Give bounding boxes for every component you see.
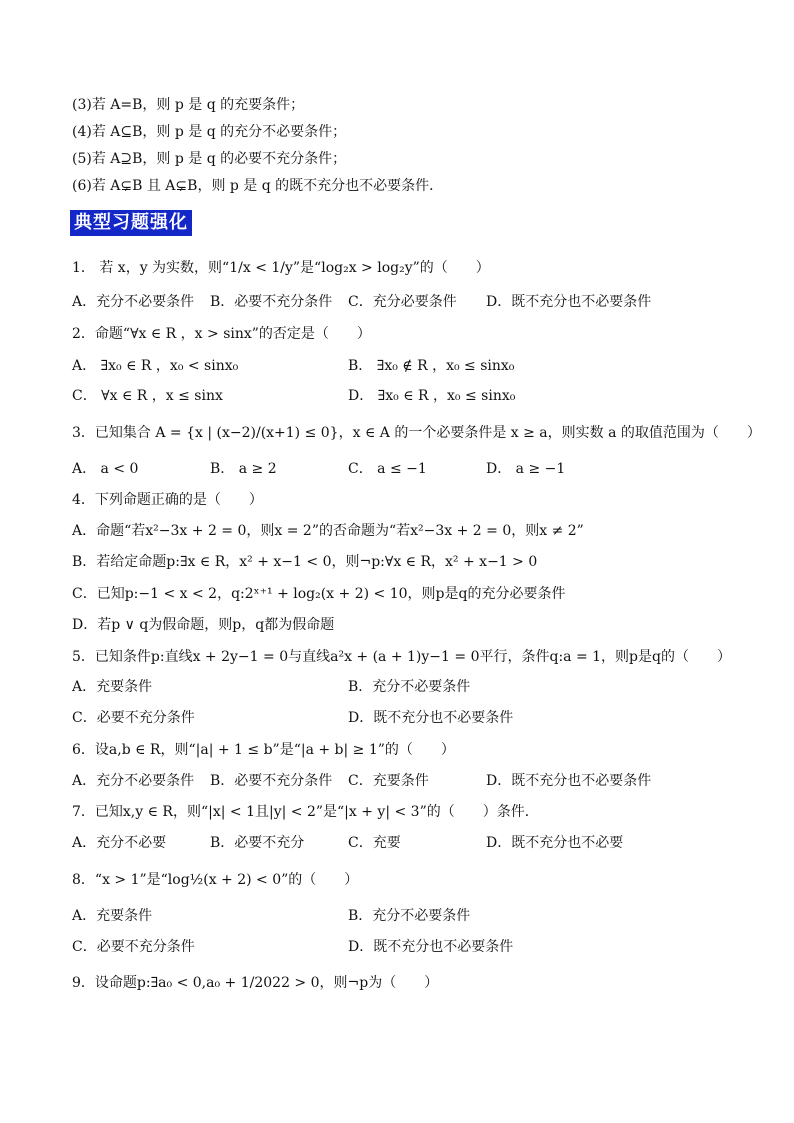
question-5-option-a: A．充要条件	[72, 679, 153, 695]
question-4-option-a: A．命题“若x²−3x + 2 = 0，则x = 2”的否命题为“若x²−3x + 2 = 0，则x ≠ 2”	[72, 523, 584, 539]
question-2-option-a: A． ∃x₀ ∈ R ，x₀ < sinx₀	[72, 358, 239, 374]
question-5-option-b: B．充分不必要条件	[348, 679, 471, 695]
question-1-option-a: A．充分不必要条件	[72, 294, 195, 310]
question-3-option-c: C． a ≤ −1	[348, 461, 427, 477]
condition-3-text: (3)若 A=B，则 p 是 q 的充要条件；	[72, 97, 305, 113]
question-6-option-b: B．必要不充分条件	[210, 773, 333, 789]
question-4-option-d: D．若p ∨ q为假命题，则p，q都为假命题	[72, 617, 335, 633]
question-4-option-b: B．若给定命题p:∃x ∈ R，x² + x−1 < 0，则¬p:∀x ∈ R，x² + x−1 > 0	[72, 554, 538, 570]
condition-4-text: (4)若 A⊆B，则 p 是 q 的充分不必要条件；	[72, 124, 347, 140]
question-7-option-a: A．充分不必要	[72, 835, 167, 851]
question-1-option-b: B．必要不充分条件	[210, 294, 333, 310]
question-7-option-b: B．必要不充分	[210, 835, 305, 851]
question-3-option-d: D． a ≥ −1	[486, 461, 566, 477]
question-4-stem: 4．下列命题正确的是（ ）	[72, 492, 263, 508]
question-5-stem: 5．已知条件p:直线x + 2y−1 = 0与直线a²x + (a + 1)y−1 = 0平行，条件q:a = 1，则p是q的（ ）	[72, 649, 731, 665]
question-5-option-d: D．既不充分也不必要条件	[348, 710, 514, 726]
question-8-option-c: C．必要不充分条件	[72, 939, 195, 955]
question-1-option-d: D．既不充分也不必要条件	[486, 294, 652, 310]
question-6-option-a: A．充分不必要条件	[72, 773, 195, 789]
question-1-option-c: C．充分必要条件	[348, 294, 457, 310]
question-8-stem: 8．“x > 1”是“log½(x + 2) < 0”的（ ）	[72, 872, 359, 888]
question-8-option-a: A．充要条件	[72, 908, 153, 924]
question-7-option-d: D．既不充分也不必要	[486, 835, 624, 851]
question-1-stem: 1． 若 x，y 为实数，则“1/x < 1/y”是“log₂x > log₂y”的（ ）	[72, 260, 490, 276]
question-3-stem: 3．已知集合 A = {x | (x−2)/(x+1) ≤ 0}，x ∈ A 的一个必要条件是 x ≥ a，则实数 a 的取值范围为（ ）	[72, 425, 761, 441]
question-9-stem: 9．设命题p:∃a₀ < 0,a₀ + 1/2022 > 0，则¬p为（ ）	[72, 975, 439, 991]
question-5-option-c: C．必要不充分条件	[72, 710, 195, 726]
question-8-option-d: D．既不充分也不必要条件	[348, 939, 514, 955]
question-6-stem: 6．设a,b ∈ R，则“|a| + 1 ≤ b”是“|a + b| ≥ 1”的（ ）	[72, 742, 455, 758]
question-3-option-b: B． a ≥ 2	[210, 461, 277, 477]
section-heading: 典型习题强化	[70, 210, 192, 236]
question-8-option-b: B．充分不必要条件	[348, 908, 471, 924]
condition-6-text: (6)若 A⊊B 且 A⊊B，则 p 是 q 的既不充分也不必要条件．	[72, 178, 444, 194]
question-7-stem: 7．已知x,y ∈ R，则“|x| < 1且|y| < 2”是“|x + y| < 3”的（ ）条件．	[72, 804, 539, 820]
question-2-option-b: B． ∃x₀ ∉ R ，x₀ ≤ sinx₀	[348, 358, 515, 374]
question-6-option-d: D．既不充分也不必要条件	[486, 773, 652, 789]
question-2-option-d: D． ∃x₀ ∈ R ，x₀ ≤ sinx₀	[348, 388, 516, 404]
question-2-stem: 2．命题“∀x ∈ R ，x > sinx”的否定是（ ）	[72, 326, 371, 342]
condition-5-text: (5)若 A⊇B，则 p 是 q 的必要不充分条件；	[72, 151, 347, 167]
question-6-option-c: C．充要条件	[348, 773, 429, 789]
question-2-option-c: C． ∀x ∈ R ，x ≤ sinx	[72, 388, 223, 404]
question-3-option-a: A． a < 0	[72, 461, 139, 477]
question-7-option-c: C．充要	[348, 835, 401, 851]
question-4-option-c: C．已知p:−1 < x < 2，q:2ˣ⁺¹ + log₂(x + 2) < 10，则p是q的充分必要条件	[72, 586, 566, 602]
